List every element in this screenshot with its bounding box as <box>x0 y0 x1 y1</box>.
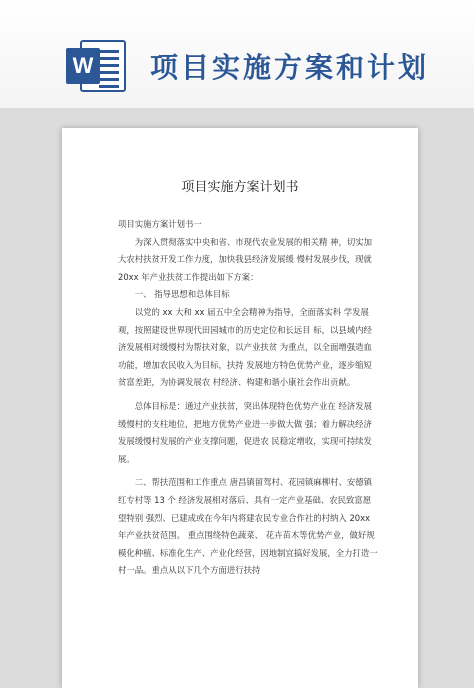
section-heading: 项目实施方案计划书一 <box>118 219 202 229</box>
document-body <box>118 216 378 580</box>
banner-title: 项目实施方案和计划 <box>150 51 430 84</box>
guiding-paragraph: 以党的 xx 大和 xx 届五中全会精神为指导，全面落实科 学发展观，按照建设世界现代田园城市的历史定位和长远目 标，以县域内经济发展相对缓慢村为帮扶对象，以产业扶贫 为重点，以全面增强造血功能，增加农民收入为目标，扶持 发展地方特色优势产业，逐步缩短贫富差距，为协调发展农 村经济、构建和谐小康社会作出贡献。 <box>118 306 372 388</box>
subheading-guiding-ideas: 一、 指导思想和总体目标 <box>134 289 230 300</box>
word-doc-icon <box>66 40 128 92</box>
overall-goal-paragraph: 总体目标是：通过产业扶贫，突出体现特色优势产业在 经济发展缓慢村的支柱地位，把地方优势产业进一步做大做 强；着力解决经济发展缓慢村发展的产业支撑问题，促进农 民稳定增收，实现可持续发展。 <box>118 400 372 464</box>
intro-paragraph: 为深入贯彻落实中央和省、市现代农业发展的相关精 神，切实加大农村扶贫开发工作力度，加快我县经济发展缓 慢村发展步伐，现就 20xx 年产业扶贫工作提出如下方案： <box>118 236 372 282</box>
document-title: 项目实施方案计划书 <box>181 180 299 195</box>
scope-paragraph: 二、帮扶范围和工作重点 唐昌镇留驾村、花园镇麻柳村、安德镇红专村等 13 个 经济发展相对落后、具有一定产业基础、农民致富愿望特别 强烈、已建成或在今年内将建农民专业合作社的村纳入 20xx 年产业扶贫范围。 重点围绕特色蔬菜、 花卉苗木等优势产业，做好规模化种植、标准化生产、产业化经营，因地制宜搞好发展，全力打造一村一品。重点从以下几个方面进行扶持 <box>118 477 378 576</box>
word-w-badge: W <box>66 48 100 84</box>
document-page <box>62 128 418 688</box>
banner <box>0 0 474 108</box>
